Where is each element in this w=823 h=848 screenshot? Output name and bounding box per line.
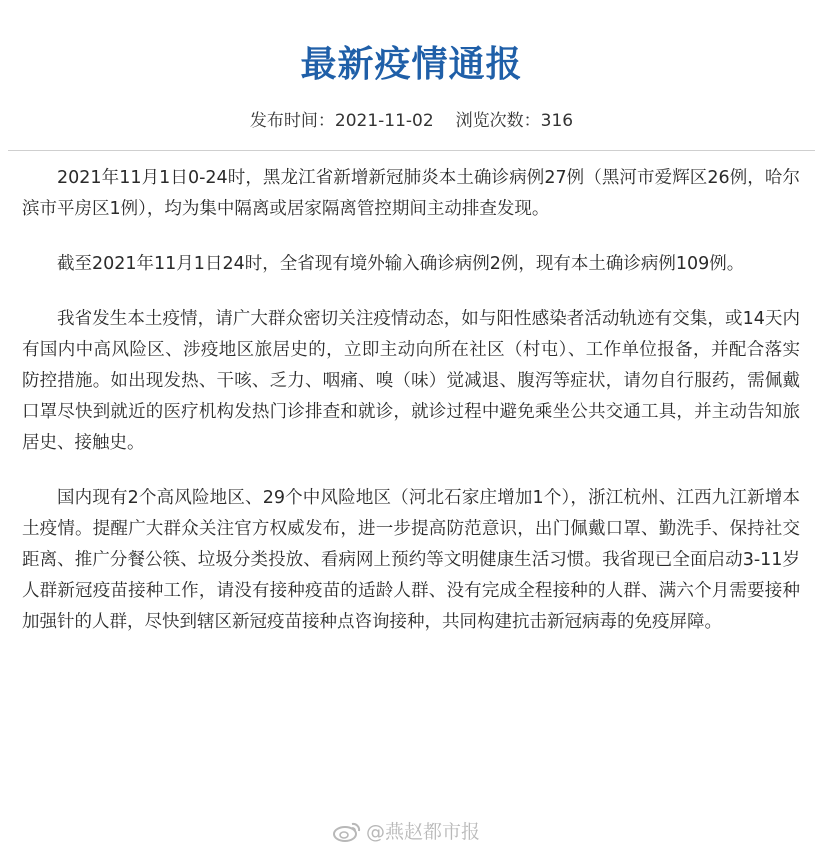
paragraph-1: 2021年11月1日0-24时，黑龙江省新增新冠肺炎本土确诊病例27例（黑河市爱辉区26例，哈尔滨市平房区1例），均为集中隔离或居家隔离管控期间主动排查发现。 <box>22 168 800 219</box>
paragraph-2: 截至2021年11月1日24时，全省现有境外输入确诊病例2例，现有本土确诊病例109例。 <box>57 254 745 274</box>
page-title: 最新疫情通报 <box>300 44 523 85</box>
publish-date: 发布时间：2021-11-02 <box>249 111 434 131</box>
paragraph-4: 国内现有2个高风险地区、29个中风险地区（河北石家庄增加1个），浙江杭州、江西九江新增本土疫情。提醒广大群众关注官方权威发布，进一步提高防范意识，出门佩戴口罩、勤洗手、保持社交距离、推广分餐公筷、垃圾分类投放、看病网上预约等文明健康生活习惯。我省现已全面启动3-11岁人群新冠疫苗接种工作，请没有接种疫苗的适龄人群、没有完成全程接种的人群、满六个月需要接种加强针的人群，尽快到辖区新冠疫苗接种点咨询接种，共同构建抗击新冠病毒的免疫屏障。 <box>22 488 800 632</box>
header-divider <box>8 150 815 151</box>
watermark <box>332 817 480 844</box>
article-body <box>22 163 800 662</box>
article-meta <box>0 106 823 131</box>
paragraph-3: 我省发生本土疫情，请广大群众密切关注疫情动态，如与阳性感染者活动轨迹有交集，或14天内有国内中高风险区、涉疫地区旅居史的，立即主动向所在社区（村屯）、工作单位报备，并配合落实防控措施。如出现发热、干咳、乏力、咽痛、嗅（味）觉减退、腹泻等症状，请勿自行服药，需佩戴口罩尽快到就近的医疗机构发热门诊排查和就诊，就诊过程中避免乘坐公共交通工具，并主动告知旅居史、接触史。 <box>22 309 800 453</box>
view-count: 浏览次数：316 <box>455 111 574 131</box>
watermark-text: @燕赵都市报 <box>366 821 481 843</box>
weibo-icon <box>332 820 362 842</box>
